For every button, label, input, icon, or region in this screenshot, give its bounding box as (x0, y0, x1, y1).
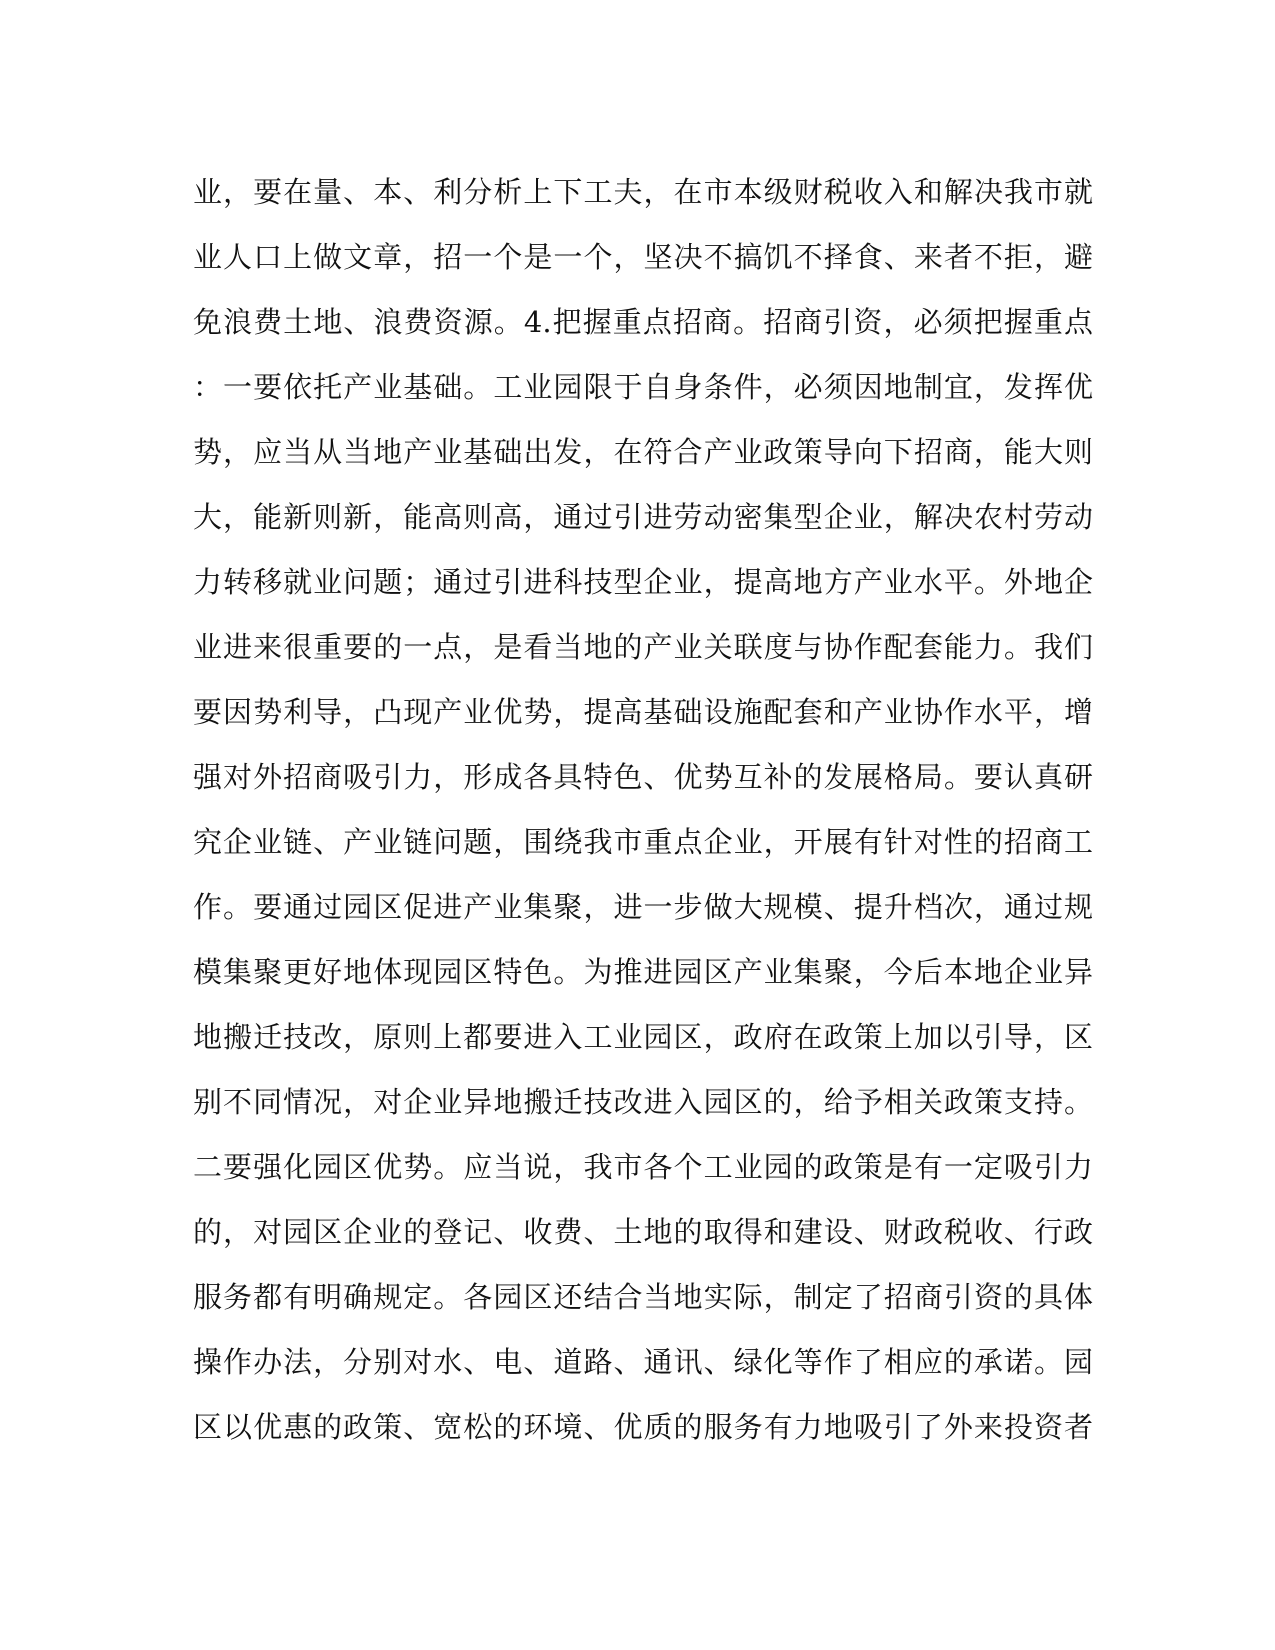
text-line-19: 操作办法，分别对水、电、道路、通讯、绿化等作了相应的承诺。园 (193, 1345, 1093, 1379)
text-line-9: 要因势利导，凸现产业优势，提高基础设施配套和产业协作水平，增 (193, 695, 1093, 729)
text-line-18: 服务都有明确规定。各园区还结合当地实际，制定了招商引资的具体 (193, 1280, 1093, 1314)
text-line-11: 究企业链、产业链问题，围绕我市重点企业，开展有针对性的招商工 (193, 825, 1093, 859)
text-line-14: 地搬迁技改，原则上都要进入工业园区，政府在政策上加以引导，区 (193, 1020, 1093, 1054)
text-line-8: 业进来很重要的一点，是看当地的产业关联度与协作配套能力。我们 (193, 630, 1093, 664)
text-line-13: 模集聚更好地体现园区特色。为推进园区产业集聚，今后本地企业异 (193, 955, 1093, 989)
text-line-10: 强对外招商吸引力，形成各具特色、优势互补的发展格局。要认真研 (193, 760, 1093, 794)
text-line-6: 大，能新则新，能高则高，通过引进劳动密集型企业，解决农村劳动 (193, 500, 1093, 534)
text-line-5: 势，应当从当地产业基础出发，在符合产业政策导向下招商，能大则 (193, 435, 1093, 469)
text-line-4: ：一要依托产业基础。工业园限于自身条件，必须因地制宜，发挥优 (193, 370, 1093, 404)
text-line-20: 区以优惠的政策、宽松的环境、优质的服务有力地吸引了外来投资者 (193, 1410, 1093, 1444)
text-line-17: 的，对园区企业的登记、收费、土地的取得和建设、财政税收、行政 (193, 1215, 1093, 1249)
text-line-16: 二要强化园区优势。应当说，我市各个工业园的政策是有一定吸引力 (193, 1150, 1093, 1184)
text-line-12: 作。要通过园区促进产业集聚，进一步做大规模、提升档次，通过规 (193, 890, 1093, 924)
text-line-2: 业人口上做文章，招一个是一个，坚决不搞饥不择食、来者不拒，避 (193, 240, 1093, 274)
body-text (193, 160, 1093, 1460)
text-line-3: 免浪费土地、浪费资源。4.把握重点招商。招商引资，必须把握重点 (193, 305, 1093, 339)
text-line-7: 力转移就业问题；通过引进科技型企业，提高地方产业水平。外地企 (193, 565, 1093, 599)
text-line-15: 别不同情况，对企业异地搬迁技改进入园区的，给予相关政策支持。 (193, 1085, 1093, 1119)
text-line-1: 业，要在量、本、利分析上下工夫，在市本级财税收入和解决我市就 (193, 175, 1093, 209)
